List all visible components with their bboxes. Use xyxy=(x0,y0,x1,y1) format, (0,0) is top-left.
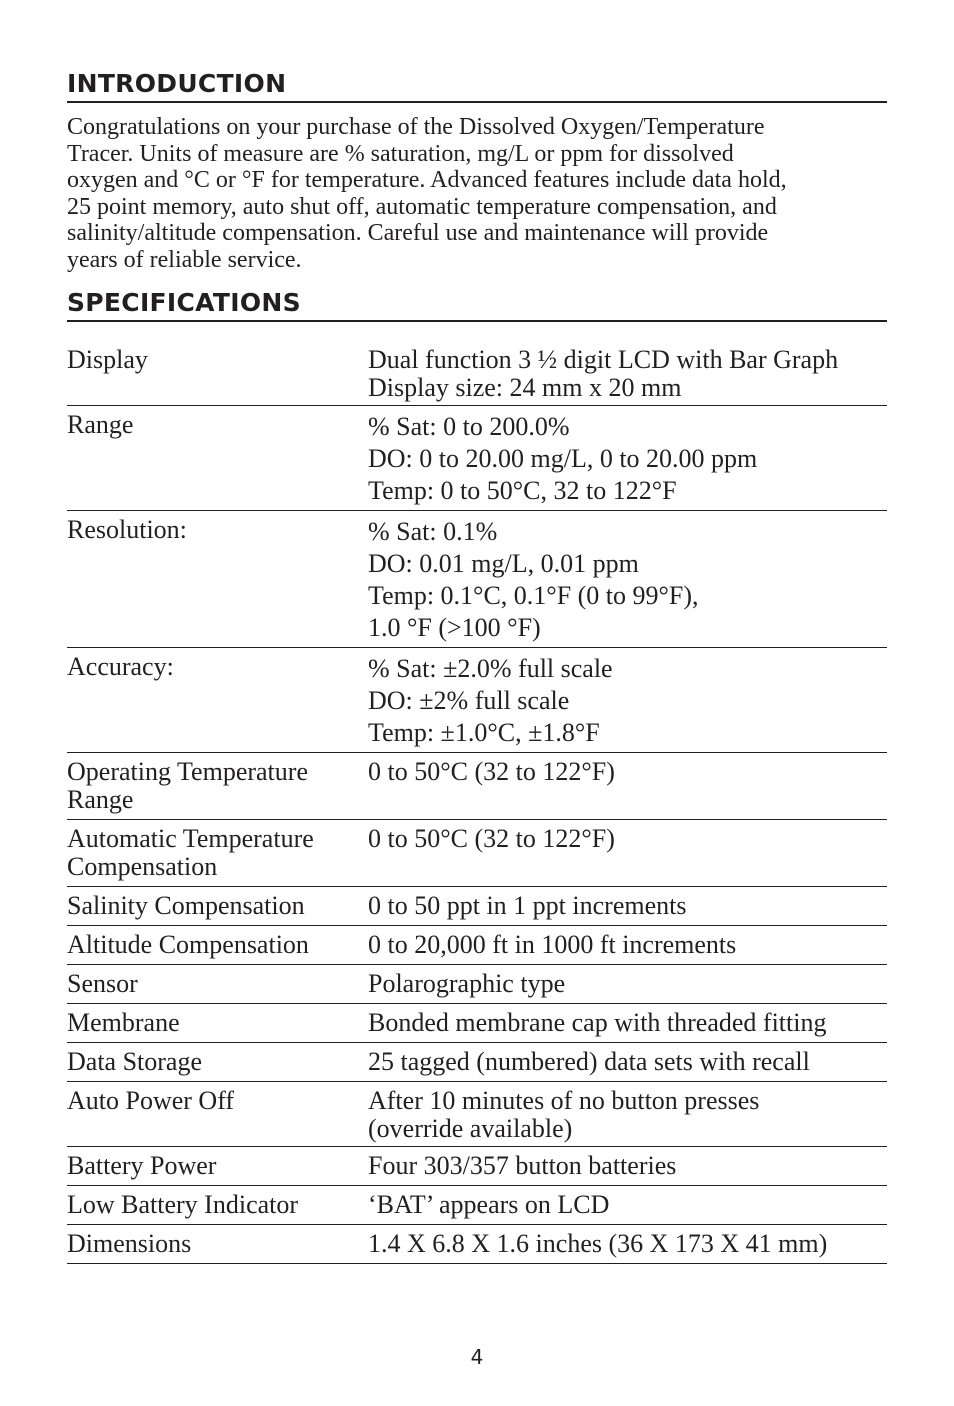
spec-label: Range xyxy=(67,406,368,511)
spec-label: Display xyxy=(67,341,368,406)
spec-value-line: After 10 minutes of no button presses xyxy=(368,1086,760,1115)
spec-value xyxy=(368,1004,887,1043)
spec-label: Automatic Temperature Compensation xyxy=(67,820,368,887)
spec-label: Salinity Compensation xyxy=(67,887,368,926)
spec-value-line: DO: ±2% full scale xyxy=(368,686,570,715)
manual-page xyxy=(67,0,887,1264)
spec-value-line: Temp: ±1.0°C, ±1.8°F xyxy=(368,718,600,747)
spec-value-line: 25 tagged (numbered) data sets with recall xyxy=(368,1047,810,1076)
introduction-heading: INTRODUCTION xyxy=(67,70,887,103)
introduction-line: Congratulations on your purchase of the Dissolved Oxygen/Temperature xyxy=(67,114,765,140)
spec-row xyxy=(67,1225,887,1264)
spec-value-line: 1.0 °F (>100 °F) xyxy=(368,613,541,642)
spec-value xyxy=(368,1043,887,1082)
spec-row xyxy=(67,1186,887,1225)
spec-value xyxy=(368,887,887,926)
spec-value xyxy=(368,1225,887,1264)
spec-row xyxy=(67,1004,887,1043)
specifications-table-body xyxy=(67,341,887,1264)
spec-value-line: (override available) xyxy=(368,1114,573,1143)
introduction-paragraph xyxy=(67,114,887,273)
spec-value-line: Dual function 3 ½ digit LCD with Bar Graph xyxy=(368,345,839,374)
spec-label: Membrane xyxy=(67,1004,368,1043)
introduction-line: years of reliable service. xyxy=(67,246,302,273)
spec-label: Accuracy: xyxy=(67,648,368,753)
spec-value-line: % Sat: 0.1% xyxy=(368,517,498,546)
introduction-line: oxygen and °C or °F for temperature. Advanced features include data hold, xyxy=(67,167,787,193)
spec-row xyxy=(67,965,887,1004)
specifications-table xyxy=(67,341,887,1264)
introduction-line: Tracer. Units of measure are % saturation, mg/L or ppm for dissolved xyxy=(67,140,734,167)
spec-value-line: Temp: 0 to 50°C, 32 to 122°F xyxy=(368,476,677,505)
spec-value xyxy=(368,1186,887,1225)
spec-value xyxy=(368,648,887,753)
spec-label: Data Storage xyxy=(67,1043,368,1082)
spec-value-line: 0 to 50°C (32 to 122°F) xyxy=(368,757,615,786)
spec-value-line: Temp: 0.1°C, 0.1°F (0 to 99°F), xyxy=(368,581,699,610)
spec-value-line: DO: 0 to 20.00 mg/L, 0 to 20.00 ppm xyxy=(368,444,758,473)
spec-row xyxy=(67,887,887,926)
spec-label: Altitude Compensation xyxy=(67,926,368,965)
spec-value-line: 1.4 X 6.8 X 1.6 inches (36 X 173 X 41 mm) xyxy=(368,1229,828,1258)
spec-row xyxy=(67,926,887,965)
spec-value xyxy=(368,965,887,1004)
introduction-line: salinity/altitude compensation. Careful use and maintenance will provide xyxy=(67,220,769,246)
spec-value xyxy=(368,406,887,511)
spec-row xyxy=(67,341,887,406)
spec-value xyxy=(368,511,887,648)
spec-value xyxy=(368,926,887,965)
spec-value-line: Polarographic type xyxy=(368,969,566,998)
spec-row xyxy=(67,648,887,753)
spec-row xyxy=(67,820,887,887)
spec-label: Auto Power Off xyxy=(67,1082,368,1147)
spec-row xyxy=(67,406,887,511)
spec-row xyxy=(67,1043,887,1082)
introduction-line: 25 point memory, auto shut off, automatic temperature compensation, and xyxy=(67,193,777,220)
spec-value xyxy=(368,1147,887,1186)
spec-value-line: Bonded membrane cap with threaded fitting xyxy=(368,1008,827,1037)
spec-value-line: 0 to 50°C (32 to 122°F) xyxy=(368,824,615,853)
spec-value-line: DO: 0.01 mg/L, 0.01 ppm xyxy=(368,549,639,578)
spec-row xyxy=(67,511,887,648)
spec-label: Resolution: xyxy=(67,511,368,648)
spec-value xyxy=(368,753,887,820)
spec-value-line: ‘BAT’ appears on LCD xyxy=(368,1190,610,1219)
spec-value xyxy=(368,1082,887,1147)
spec-value-line: % Sat: 0 to 200.0% xyxy=(368,412,570,441)
spec-value-line: 0 to 50 ppt in 1 ppt increments xyxy=(368,891,687,920)
spec-value xyxy=(368,820,887,887)
spec-value-line: 0 to 20,000 ft in 1000 ft increments xyxy=(368,930,737,959)
specifications-heading: SPECIFICATIONS xyxy=(67,289,887,322)
spec-label: Low Battery Indicator xyxy=(67,1186,368,1225)
spec-row xyxy=(67,1147,887,1186)
spec-label: Battery Power xyxy=(67,1147,368,1186)
spec-value-line: Four 303/357 button batteries xyxy=(368,1151,677,1180)
spec-label: Operating Temperature Range xyxy=(67,753,368,820)
spec-label: Dimensions xyxy=(67,1225,368,1264)
spec-value-line: Display size: 24 mm x 20 mm xyxy=(368,373,682,402)
spec-row xyxy=(67,1082,887,1147)
spec-label: Sensor xyxy=(67,965,368,1004)
spec-value xyxy=(368,341,887,406)
spec-row xyxy=(67,753,887,820)
spec-value-line: % Sat: ±2.0% full scale xyxy=(368,654,613,683)
page-number: 4 xyxy=(470,1345,484,1369)
